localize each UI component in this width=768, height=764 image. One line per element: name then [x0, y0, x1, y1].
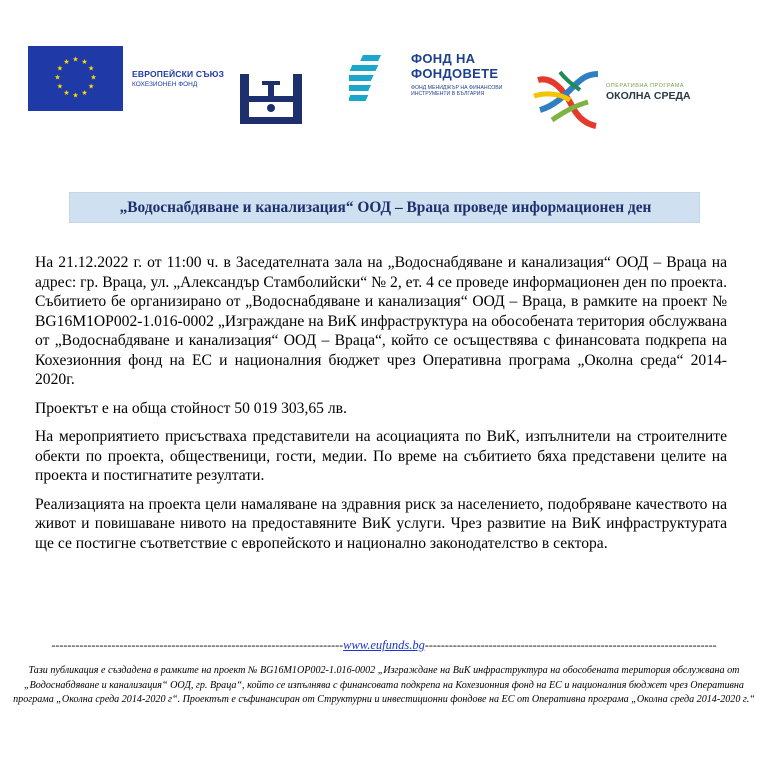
svg-text:★: ★: [72, 91, 79, 100]
footer-disclaimer: Тази публикация е създадена в рамките на проект № BG16M1OP002-1.016-0002 „Изграждане на ВиК инфраструктура на обособената територия обслужвана от „Водоснабдяване и канализация“ ООД, гр. Враца“, който се изпълнява с финансовата подкрепа на Кохезионния фонд на ЕС и националния бюджет чрез Оперативна програма „Околна среда 2014-2020 г“. Проектът е съфинансиран от Структурни и инвестиционни фондове на ЕС от Оперативна програма „Околна среда 2014-2020 г.“: [13, 665, 755, 705]
environment-program-logo-icon: [530, 66, 604, 130]
program-logo-line1: ОПЕРАТИВНА ПРОГРАМА: [606, 83, 685, 89]
svg-text:★: ★: [63, 89, 70, 98]
svg-text:★: ★: [63, 57, 70, 66]
logo-bar: [0, 0, 768, 140]
fund-logo-line2: ФОНДОВЕТЕ: [411, 66, 499, 81]
title-banner: [69, 192, 700, 223]
svg-text:★: ★: [54, 73, 61, 82]
program-logo-line2: ОКОЛНА СРЕДА: [606, 90, 691, 102]
svg-text:★: ★: [56, 82, 64, 91]
paragraph-goals: Реализацията на проекта цели намаляване на здравния риск за населението, подобряване качеството на живот и повишаване нивото на предоставяните ВиК услуги. Чрез развитие на ВиК инфраструктурата ще се постигне съответствие с европейското и национално законодателство в сектора.: [35, 495, 727, 552]
svg-text:★: ★: [81, 89, 88, 98]
fund-logo-line3: ФОНД МЕНИДЖЪР НА ФИНАНСОВИ ИНСТРУМЕНТИ В БЪЛГАРИЯ: [411, 85, 503, 98]
paragraph-project-value: Проектът е на обща стойност 50 019 303,65 лв.: [35, 399, 347, 417]
link-left-dashes: -------------------------------------------------------------------------: [51, 638, 344, 652]
svg-text:★: ★: [81, 57, 88, 66]
eu-logo-line2: КОХЕЗИОНЕН ФОНД: [132, 81, 198, 88]
environment-program-logo-text: [606, 83, 691, 102]
vik-company-logo-icon: [238, 74, 304, 126]
fund-of-funds-logo-text: [411, 52, 521, 98]
eu-logo-text: [132, 69, 224, 88]
fund-logo-line1: ФОНД НА: [411, 51, 476, 66]
svg-text:★: ★: [72, 55, 79, 64]
eufunds-link-line: [0, 638, 768, 652]
paragraph-attendees: На мероприятието присъстваха представители на асоциацията по ВиК, изпълнители на строителните обекти по проекта, общественици, гости, медии. По време на събитието бяха представени целите на проекта и постигнатите резултати.: [35, 428, 727, 484]
eufunds-link[interactable]: www.eufunds.bg: [343, 638, 425, 652]
svg-text:★: ★: [87, 64, 95, 73]
link-right-dashes: -------------------------------------------------------------------------: [424, 638, 717, 652]
eu-logo-line1: ЕВРОПЕЙСКИ СЪЮЗ: [132, 69, 225, 79]
svg-text:★: ★: [87, 82, 95, 91]
paragraph-event: На 21.12.2022 г. от 11:00 ч. в Заседателната зала на „Водоснабдяване и канализация“ ООД – Враца на адрес: гр. Враца, ул. „Александър Стамболийски“ № 2, ет. 4 се проведе информационен ден по проекта. Събитието бе организирано от „Водоснабдяване и канализация“ ООД – Враца, в рамките на проект № BG16M1OP002-1.016-0002 „Изграждане на ВиК инфраструктура на обособената територия обслужвана от „Водоснабдяване и канализация“ ООД – Враца“, който се осъществява с финансовата подкрепа на Кохезионния фонд на ЕС и националния бюджет чрез Оперативна програма „Околна среда“ 2014-2020г.: [35, 254, 727, 388]
page-title: „Водоснабдяване и канализация“ ООД – Враца проведе информационен ден: [119, 199, 652, 216]
svg-text:★: ★: [90, 73, 97, 82]
fund-of-funds-mark-icon: [349, 55, 395, 107]
eu-stars-icon: [28, 46, 123, 111]
article-body: [35, 253, 727, 562]
eu-flag-icon: [28, 46, 123, 111]
svg-text:★: ★: [56, 64, 64, 73]
